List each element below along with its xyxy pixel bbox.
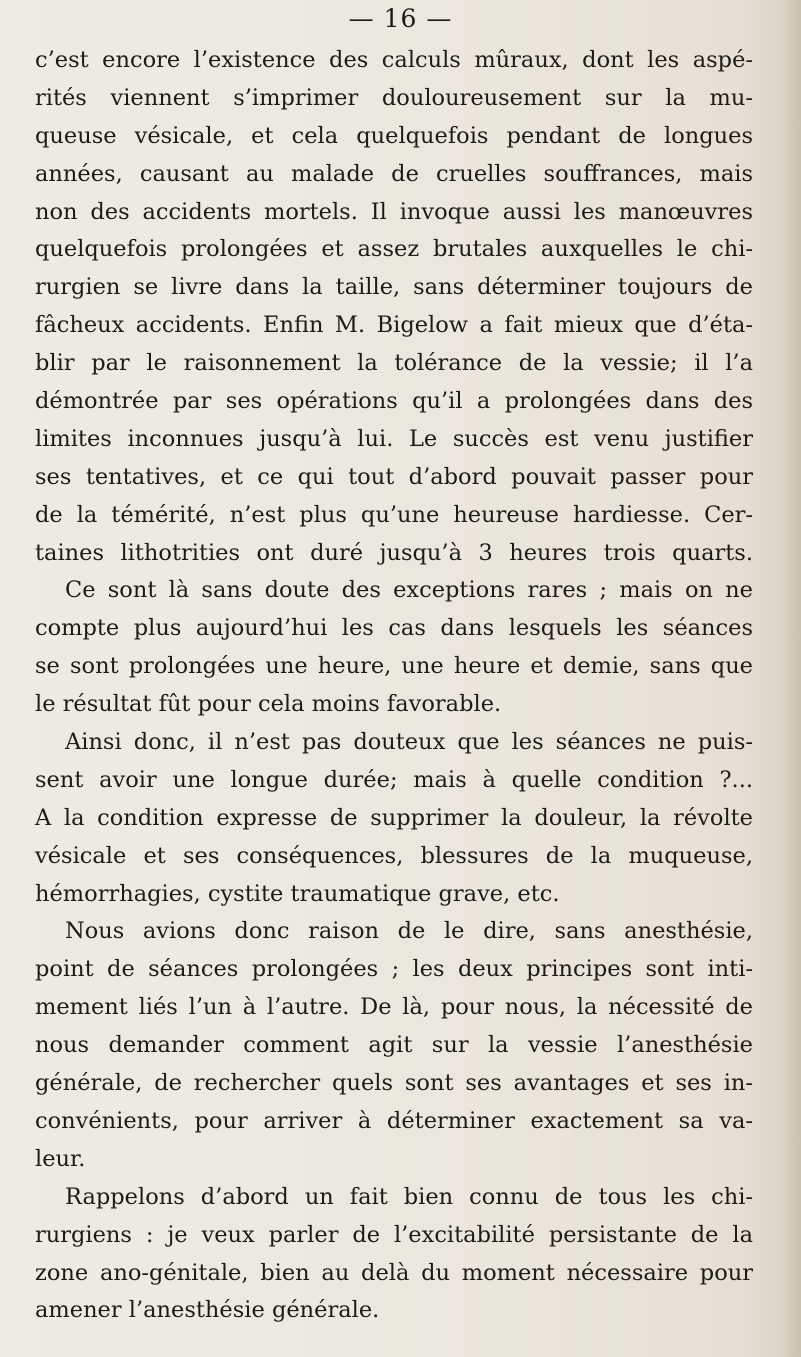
text-line: de la témérité, n’est plus qu’une heureuse hardiesse. Cer- [35, 501, 753, 528]
paragraph-last-line: le résultat fût pour cela moins favorable. [35, 691, 502, 718]
text-line: A la condition expresse de supprimer la douleur, la révolte [35, 804, 753, 831]
text-line: démontrée par ses opérations qu’il a prolongées dans des [35, 388, 753, 415]
text-line: c’est encore l’existence des calculs mûraux, dont les aspé- [35, 47, 753, 73]
paragraph-last-line: hémorrhagies, cystite traumatique grave, etc. [35, 880, 560, 907]
paragraph-first-line: Ainsi donc, il n’est pas douteux que les séances ne puis- [65, 729, 753, 756]
text-line: rités viennent s’imprimer douloureusement sur la mu- [35, 84, 753, 111]
paragraph-last-line: amener l’anesthésie générale. [35, 1297, 380, 1324]
paragraph-first-line: Nous avions donc raison de le dire, sans anesthésie, [65, 918, 753, 945]
text-line: nous demander comment agit sur la vessie l’anesthésie [35, 1032, 753, 1059]
text-line: vésicale et ses conséquences, blessures de la muqueuse, [35, 842, 753, 869]
text-line: rurgiens : je veux parler de l’excitabilité persistante de la [35, 1221, 753, 1248]
text-line: taines lithotrities ont duré jusqu’à 3 heures trois quarts. [35, 539, 753, 566]
paragraph-first-line: Ce sont là sans doute des exceptions rares ; mais on ne [65, 577, 753, 604]
text-line: blir par le raisonnement la tolérance de la vessie; il l’a [35, 350, 753, 377]
page-edge-shadow [779, 0, 801, 1357]
text-line: rurgien se livre dans la taille, sans déterminer toujours de [35, 274, 753, 301]
text-line: convénients, pour arriver à déterminer exactement sa va- [35, 1107, 753, 1134]
page-number-header: — 16 — [348, 4, 453, 33]
text-line: zone ano-génitale, bien au delà du moment nécessaire pour [35, 1259, 753, 1286]
text-line: quelquefois prolongées et assez brutales auxquelles le chi- [35, 236, 753, 263]
text-line: fâcheux accidents. Enfin M. Bigelow a fait mieux que d’éta- [35, 312, 753, 339]
text-line: sent avoir une longue durée; mais à quelle condition ?... [35, 766, 753, 793]
text-line: non des accidents mortels. Il invoque aussi les manœuvres [35, 198, 753, 225]
paragraph-first-line: Rappelons d’abord un fait bien connu de tous les chi- [65, 1183, 753, 1210]
body-text [35, 42, 753, 1330]
paragraph-last-line: leur. [35, 1145, 86, 1172]
text-line: années, causant au malade de cruelles souffrances, mais [35, 160, 753, 187]
text-line: queuse vésicale, et cela quelquefois pendant de longues [35, 122, 753, 149]
text-line: mement liés l’un à l’autre. De là, pour nous, la nécessité de [35, 994, 753, 1021]
text-line: point de séances prolongées ; les deux principes sont inti- [35, 956, 753, 983]
text-line: compte plus aujourd’hui les cas dans lesquels les séances [35, 615, 753, 642]
text-line: ses tentatives, et ce qui tout d’abord pouvait passer pour [35, 463, 753, 490]
text-line: se sont prolongées une heure, une heure et demie, sans que [35, 653, 753, 680]
text-line: limites inconnues jusqu’à lui. Le succès est venu justifier [35, 425, 753, 452]
text-line: générale, de rechercher quels sont ses avantages et ses in- [35, 1070, 753, 1097]
